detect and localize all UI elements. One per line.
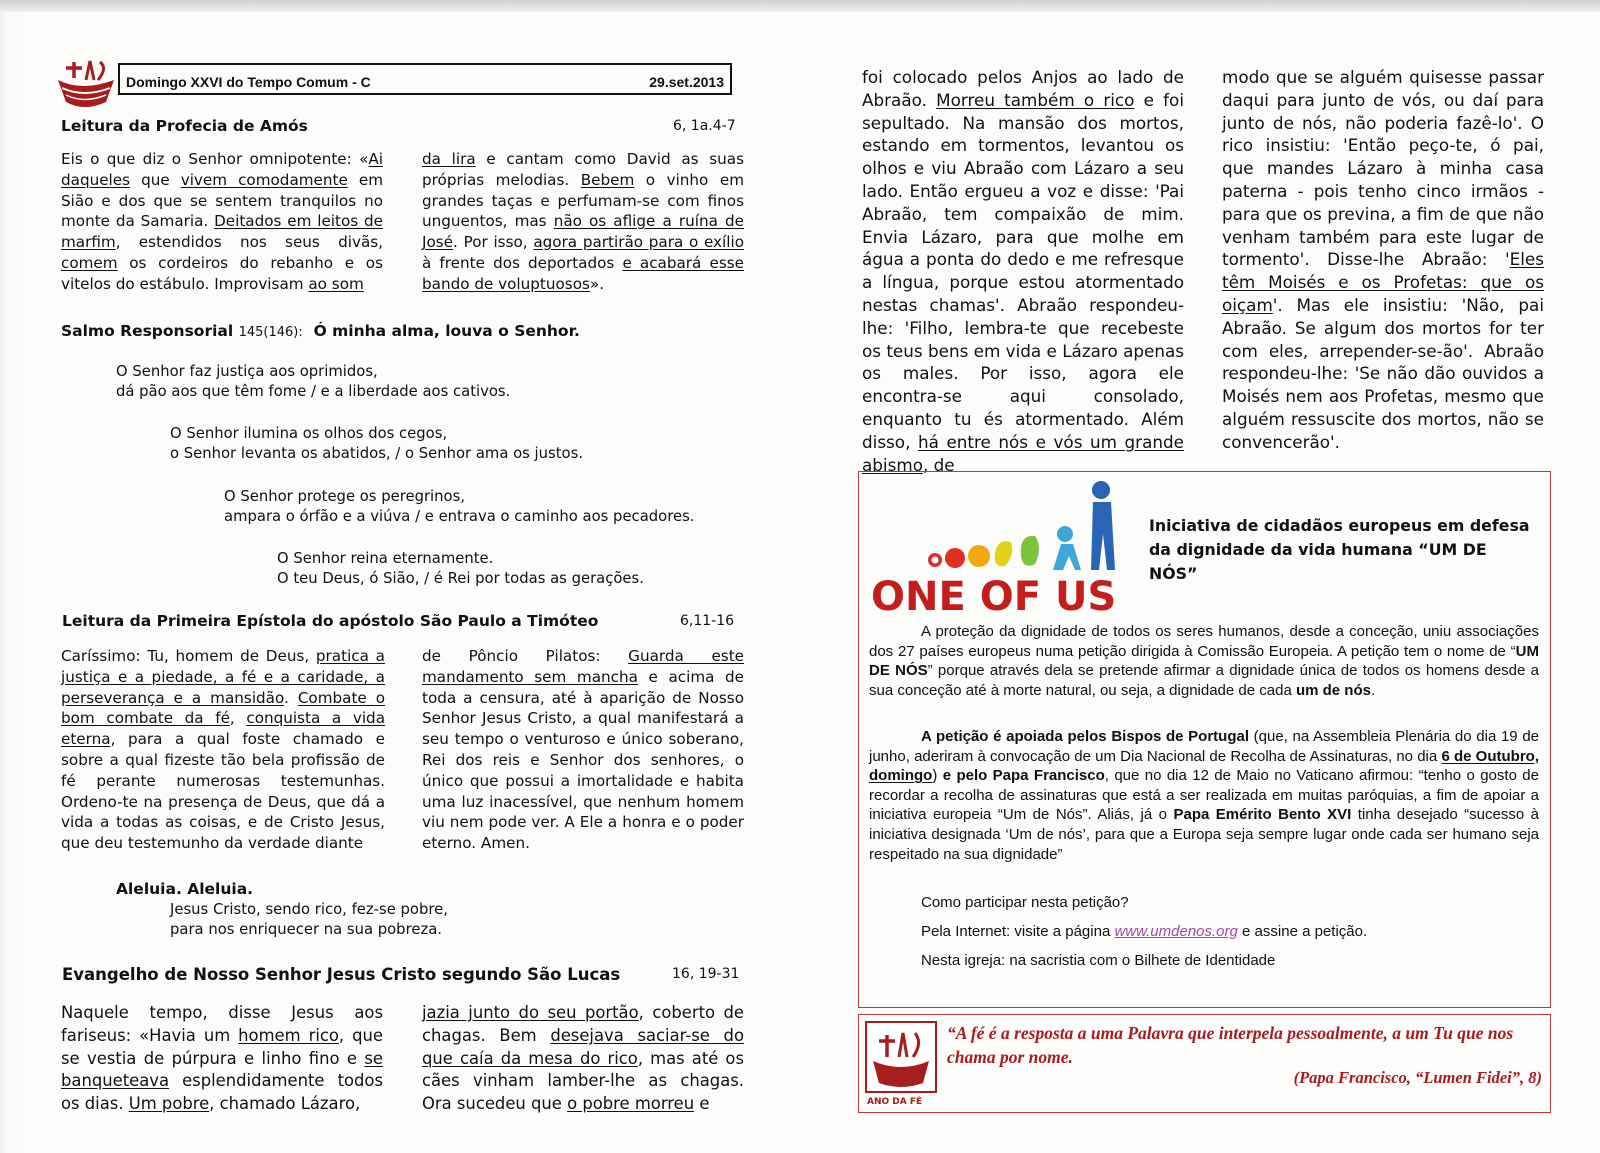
umdenos-link[interactable]: www.umdenos.org (1114, 923, 1238, 940)
psalm-stanza-4: O Senhor reina eternamente. O teu Deus, ó Sião, / é Rei por todas as gerações. (277, 550, 644, 587)
ano-da-fe-label: ANO DA FÉ (867, 1097, 923, 1107)
gospel-col3: foi colocado pelos Anjos ao lado de Abraão. Morreu também o rico e foi sepultado. Na mansão dos mortos, estando em tormentos, levantou os olhos e viu Abraão com Lázaro a seu lado. Então ergueu a voz e disse: 'Pai Abraão, tem compaixão de mim. Envia Lázaro, para que molhe em água a ponta do dedo e me refresque a língua, porque estou atormentado nestas chamas'. Abraão respondeu-lhe: 'Filho, lembra-te que recebeste os teus bens em vida e Lázaro apenas os males. Por isso, agora ele encontra-se aqui consolado, enquanto tu és atormentado. Além disso, há entre nós e vós um grande abismo, de (862, 67, 1184, 475)
reading1-col2: da lira e cantam como David as suas próprias melodias. Bebem o vinho em grandes taças e perfumam-se com finos unguentos, mas não os aflige a ruína de José. Por isso, agora partirão para o exílio à frente dos deportados e acabará esse bando de voluptuosos». (422, 150, 744, 293)
reading2-ref: 6,11-16 (680, 613, 735, 629)
parish-logo-icon (52, 58, 118, 112)
ano-da-fe-logo-icon (865, 1021, 937, 1107)
reading2-col1: Caríssimo: Tu, homem de Deus, pratica a justiça e a piedade, a fé e a caridade, a perseverança e a mansidão. Combate o bom combate da fé, conquista a vida eterna, para a qual foste chamado e sobre a qual fizeste tão bela profissão de fé perante numerosas testemunhas. Ordeno-te na presença de Deus, que dá a vida a todas as coisas, e de Cristo Jesus, que deu testemunho da verdade diante (61, 647, 386, 853)
quote-box (858, 1014, 1551, 1113)
internet-line: Pela Internet: visite a página www.umdenos.org e assine a petição. (921, 923, 1368, 940)
reading2-col2: de Pôncio Pilatos: Guarda este mandamento sem mancha e acima de toda a censura, até à aparição de Nosso Senhor Jesus Cristo, a qual manifestará a seu tempo o venturoso e único soberano, Rei dos reis e Senhor dos senhores, o único que possui a imortalidade e habita uma luz inacessível, que nenhum homem viu nem pode ver. A Ele a honra e o poder eterno. Amen. (422, 647, 744, 853)
one-of-us-box (858, 471, 1551, 1008)
one-of-us-logo-text: ONE OF US (871, 574, 1117, 616)
gospel-title: Evangelho de Nosso Senhor Jesus Cristo segundo São Lucas (62, 965, 621, 984)
psalm-stanza-3: O Senhor protege os peregrinos, ampara o órfão e a viúva / e entrava o caminho aos pecadores. (224, 488, 695, 525)
reading1-col1: Eis o que diz o Senhor omnipotente: «Ai daqueles que vivem comodamente em Sião e dos que se sentem tranquilos no monte da Samaria. Deitados em leitos de marfim, estendidos nos seus divãs, comem os cordeiros do rebanho e os vitelos do estábulo. Improvisam ao som (61, 150, 383, 293)
psalm-heading: Salmo Responsorial 145(146): Ó minha alma, louva o Senhor. (61, 322, 580, 340)
alleluia-verse: Jesus Cristo, sendo rico, fez-se pobre, para nos enriquecer na sua pobreza. (170, 901, 448, 938)
header-box (118, 63, 732, 95)
petition-paragraph-1: A proteção da dignidade de todos os seres humanos, desde a conceção, uniu associações dos 27 países europeus numa petição dirigida à Comissão Europeia. A petição tem o nome de “UM DE NÓS” porque através dela se pretende afirmar a dignidade única de todos os homens desde a sua conceção até à morte natural, ou seja, a dignidade de cada um de nós. (869, 623, 1539, 699)
alleluia-title: Aleluia. Aleluia. (116, 880, 254, 898)
church-line: Nesta igreja: na sacristia com o Bilhete de Identidade (921, 952, 1276, 969)
gospel-col2: jazia junto do seu portão, coberto de chagas. Bem desejava saciar-se do que caía da mesa do rico, mas até os cães vinham lamber-lhe as chagas. Ora sucedeu que o pobre morreu e (422, 1003, 745, 1114)
initiative-title: Iniciativa de cidadãos europeus em defesa da dignidade da vida humana “UM DE NÓS” (1149, 516, 1530, 583)
reading1-ref: 6, 1a.4-7 (673, 118, 736, 134)
gospel-col1: Naquele tempo, disse Jesus aos fariseus: «Havia um homem rico, que se vestia de púrpura e linho fino e se banqueteava esplendidamente todos os dias. Um pobre, chamado Lázaro, (61, 1003, 383, 1114)
header-date: 29.set.2013 (649, 74, 724, 90)
scan-edge (0, 0, 1600, 12)
quote-text: “A fé é a resposta a uma Palavra que interpela pessoalmente, a um Tu que nos chama por nome. (947, 1023, 1514, 1067)
psalm-stanza-2: O Senhor ilumina os olhos dos cegos, o Senhor levanta os abatidos, / o Senhor ama os justos. (170, 425, 584, 462)
participation-question: Como participar nesta petição? (921, 894, 1129, 911)
gospel-ref: 16, 19-31 (672, 966, 740, 982)
psalm-stanza-1: O Senhor faz justiça aos oprimidos, dá pão aos que têm fome / e a liberdade aos cativos. (116, 363, 511, 400)
one-of-us-logo-icon (869, 476, 1119, 616)
page-title: Domingo XXVI do Tempo Comum - C (126, 74, 371, 90)
reading1-title: Leitura da Profecia de Amós (61, 117, 308, 135)
gospel-col4: modo que se alguém quisesse passar daqui para junto de vós, ou daí para junto de nós, não poderia fazê-lo'. O rico insistiu: 'Então peço-te, ó pai, que mandes Lázaro à minha casa paterna - pois tenho cinco irmãos - para que os previna, a fim de que não venham também para este lugar de tormento'. Disse-lhe Abraão: 'Eles têm Moisés e os Profetas: que os oiçam'. Mas ele insistiu: 'Não, pai Abraão. Se algum dos mortos for ter com eles, arrepender-se-ão'. Abraão respondeu-lhe: 'Se não dão ouvidos a Moisés nem aos Profetas, mesmo que alguém ressuscite dos mortos, não se convencerão'. (1222, 67, 1544, 452)
petition-paragraph-2: A petição é apoiada pelos Bispos de Portugal (que, na Assembleia Plenária do dia 19 de junho, aderiram à convocação de um Dia Nacional de Recolha de Assinaturas, no dia 6 de Outubro, domingo) e pelo Papa Francisco, que no dia 12 de Maio no Vaticano afirmou: “tenho o gosto de recordar a recolha de assinaturas que está a ser realizada em muitas paróquias, a fim de apoiar a iniciativa europeia “Um de Nós”. Aliás, já o Papa Emérito Bento XVI tinha desejado “sucesso à iniciativa designada ‘Um de nós’, para que a Europa seja sempre lugar onde cada ser humano seja respeitado na sua dignidade” (869, 728, 1540, 863)
quote-source: (Papa Francisco, “Lumen Fidei”, 8) (1293, 1068, 1542, 1087)
reading2-title: Leitura da Primeira Epístola do apóstolo São Paulo a Timóteo (62, 612, 599, 630)
